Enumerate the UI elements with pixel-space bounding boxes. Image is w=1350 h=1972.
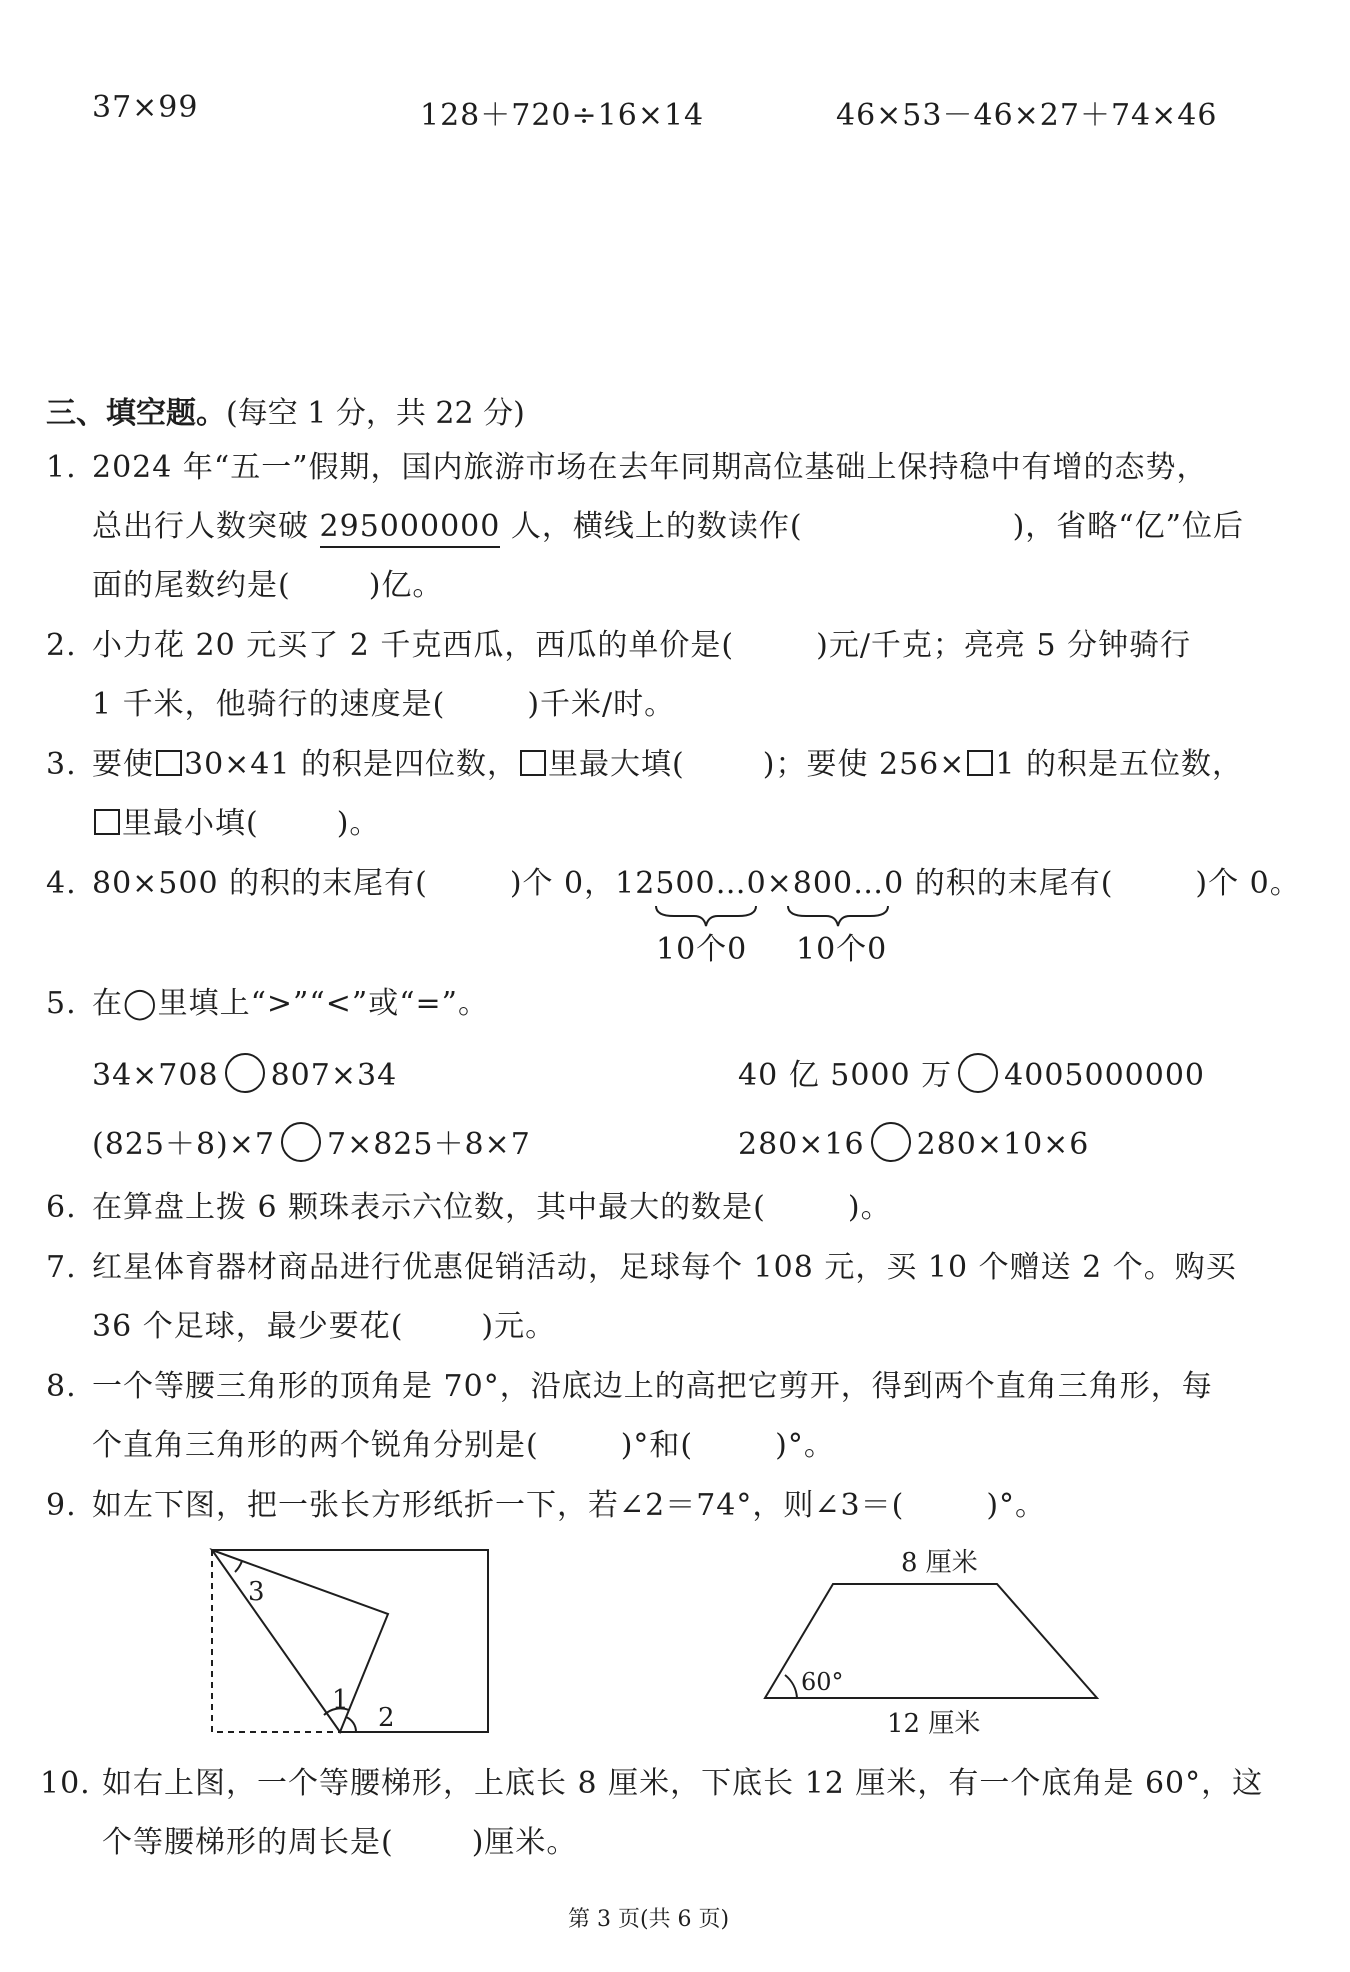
compare-circle[interactable]	[871, 1122, 911, 1162]
square-box-icon	[967, 750, 993, 776]
q8-line-2: 个直角三角形的两个锐角分别是( )°和( )°。	[92, 1428, 835, 1463]
q6-number: 6.	[46, 1190, 77, 1225]
calc-item-1: 37×99	[92, 90, 199, 125]
angle-label-1: 1	[332, 1685, 349, 1715]
square-box-icon	[156, 750, 182, 776]
q1-line-3: 面的尾数约是( )亿。	[92, 568, 444, 603]
calc-item-3: 46×53－46×27＋74×46	[836, 98, 1218, 133]
zero-group-1: 00…0	[675, 866, 767, 901]
q3-line-1: 3. 要使 30×41 的积是四位数， 里最大填( )；要使 256× 1 的积是五位数，	[46, 745, 1243, 785]
section-note: (每空 1 分，共 22 分)	[226, 396, 525, 431]
section-heading	[46, 388, 525, 432]
trapezoid-top-label: 8 厘米	[901, 1548, 978, 1578]
q3-line-2: 里最小填( )。	[92, 804, 380, 844]
q5-number: 5.	[46, 986, 77, 1021]
q7-number: 7.	[46, 1250, 77, 1285]
zero-group-2: 00…0	[812, 866, 905, 901]
q7-line-1: 7. 红星体育器材商品进行优惠促销活动，足球每个 108 元，买 10 个赠送 2 个。购买	[46, 1248, 1237, 1288]
q6-line: 6. 在算盘上拨 6 颗珠表示六位数，其中最大的数是( )。	[46, 1188, 892, 1228]
trapezoid-bottom-label: 12 厘米	[887, 1709, 981, 1739]
q8-number: 8.	[46, 1369, 77, 1404]
angle-label-3: 3	[248, 1577, 265, 1607]
section-title: 三、填空题。	[46, 396, 226, 431]
compare-circle[interactable]	[281, 1122, 321, 1162]
square-box-icon	[520, 750, 546, 776]
q9-line: 9. 如左下图，把一张长方形纸折一下，若∠2＝74°，则∠3＝( )°。	[46, 1486, 1046, 1526]
brace-label-2: 10个0	[796, 932, 888, 967]
q5-compare-4: 280×16 280×10×6	[738, 1122, 1089, 1165]
trapezoid-angle-label: 60°	[801, 1668, 844, 1696]
underbrace-graphic	[652, 902, 892, 932]
q5-compare-1: 34×708 807×34	[92, 1053, 397, 1096]
q4-number: 4.	[46, 866, 77, 901]
q2-line-2: 1 千米，他骑行的速度是( )千米/时。	[92, 687, 676, 722]
trapezoid-figure	[755, 1540, 1115, 1750]
compare-circle[interactable]	[225, 1053, 265, 1093]
underlined-number: 295000000	[320, 509, 501, 548]
q10-number: 10.	[40, 1766, 91, 1801]
q3-number: 3.	[46, 747, 77, 782]
folded-rectangle-figure	[200, 1540, 500, 1750]
brace-label-1: 10个0	[656, 932, 748, 967]
angle-label-2: 2	[378, 1703, 395, 1733]
q2-number: 2.	[46, 628, 77, 663]
q10-line-1: 10. 如右上图，一个等腰梯形，上底长 8 厘米，下底长 12 厘米，有一个底角是 60°，这	[40, 1764, 1263, 1804]
q5-line-intro: 5. 在◯里填上“>”“<”或“=”。	[46, 984, 489, 1024]
square-box-icon	[94, 809, 120, 835]
q9-number: 9.	[46, 1488, 77, 1523]
compare-circle[interactable]	[958, 1053, 998, 1093]
q5-compare-2: 40 亿 5000 万 4005000000	[738, 1053, 1205, 1096]
page-footer: 第 3 页(共 6 页)	[568, 1907, 730, 1932]
q2-line-1: 2. 小力花 20 元买了 2 千克西瓜，西瓜的单价是( )元/千克；亮亮 5 分钟骑行	[46, 626, 1191, 666]
q10-line-2: 个等腰梯形的周长是( )厘米。	[102, 1825, 578, 1860]
q1-line-1: 1. 2024 年“五一”假期，国内旅游市场在去年同期高位基础上保持稳中有增的态势，	[46, 448, 1208, 488]
q4-line-1: 4. 80×500 的积的末尾有( )个 0，12500…0×800…0 的积的末尾有( )个 0。	[46, 864, 1301, 904]
calc-item-2: 128＋720÷16×14	[420, 98, 705, 133]
q5-compare-3: (825＋8)×7 7×825＋8×7	[92, 1122, 531, 1165]
q7-line-2: 36 个足球，最少要花( )元。	[92, 1309, 557, 1344]
q8-line-1: 8. 一个等腰三角形的顶角是 70°，沿底边上的高把它剪开，得到两个直角三角形，每	[46, 1367, 1213, 1407]
q1-line-2: 总出行人数突破 295000000 人，横线上的数读作( )，省略“亿”位后	[92, 507, 1244, 547]
q1-number: 1.	[46, 450, 77, 485]
